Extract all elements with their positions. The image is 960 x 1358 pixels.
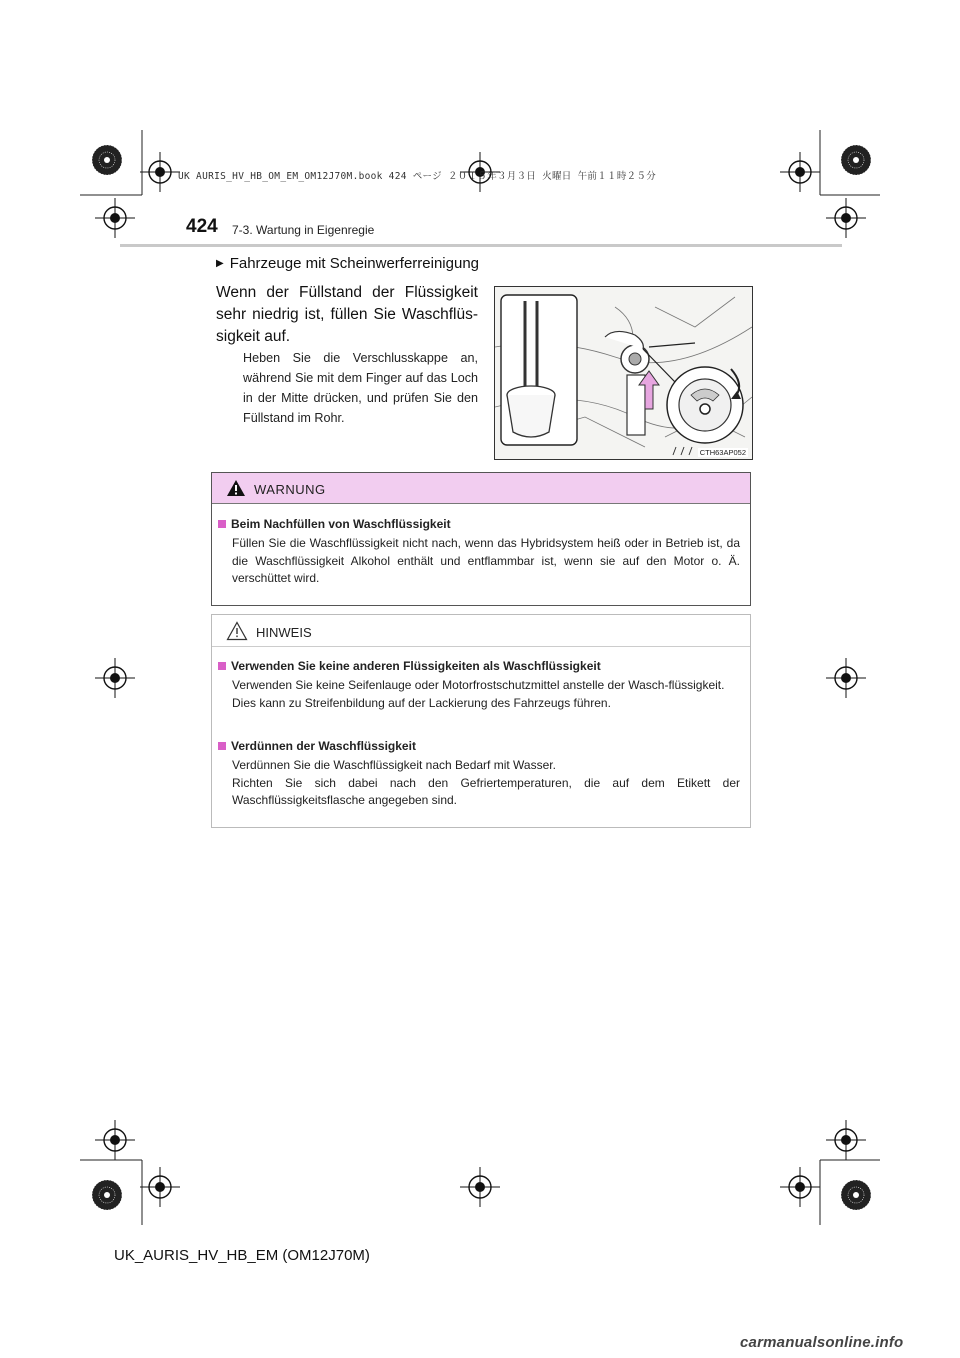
registration-target <box>95 1120 135 1160</box>
header-rule <box>120 244 842 247</box>
washer-reservoir-figure <box>494 286 753 460</box>
square-bullet-icon <box>218 742 226 750</box>
step-paragraph: Heben Sie die Verschlusskappe an, während Sie mit dem Finger auf das Loch in der Mitte drücken, und prüfen Sie den Füllstand im Rohr. <box>243 351 478 425</box>
watermark <box>740 1334 903 1351</box>
registration-target <box>95 198 135 238</box>
notice-item-text: Verdünnen Sie die Waschflüssigkeit nach Bedarf mit Wasser. <box>232 758 556 772</box>
warning-item-text: Füllen Sie die Waschflüssigkeit nicht nach, wenn das Hybridsystem heiß oder in Betrieb ist, da die Waschflüssigkeit Alkohol enthält und entflammbar ist, wenn sie auf den Motor o. Ä. verschüttet wird. <box>232 536 740 585</box>
warning-item-heading-text: Beim Nachfüllen von Waschflüssigkeit <box>231 517 451 531</box>
print-info-line: UK AURIS_HV_HB_OM_EM_OM12J70M.book 424 ページ ２０１５年３月３日 火曜日 午前１１時２５分 <box>178 171 657 182</box>
registration-target <box>826 1120 866 1160</box>
notice-item <box>218 659 740 712</box>
footer-model-code: UK_AURIS_HV_HB_EM (OM12J70M) <box>114 1247 370 1264</box>
warning-item <box>218 517 740 588</box>
watermark-text: carmanualsonline.info <box>740 1334 904 1351</box>
square-bullet-icon <box>218 662 226 670</box>
caution-triangle-outline-icon <box>226 621 248 641</box>
notice-item-heading <box>218 739 740 753</box>
corner-burst-mark <box>841 1180 871 1210</box>
notice-header <box>212 615 750 647</box>
notice-title: HINWEIS <box>256 625 312 640</box>
warning-header <box>212 473 750 504</box>
corner-burst-mark <box>841 145 871 175</box>
registration-target <box>780 1167 820 1207</box>
registration-target <box>460 1167 500 1207</box>
subheading-text: Fahrzeuge mit Scheinwerferreinigung <box>229 255 479 272</box>
warning-item-heading <box>218 517 740 531</box>
corner-burst-mark <box>92 1180 122 1210</box>
registration-target <box>826 658 866 698</box>
warning-title: WARNUNG <box>254 482 326 497</box>
notice-item <box>218 739 740 810</box>
notice-item-text: Richten Sie sich dabei nach den Gefriertemperaturen, die auf dem Etikett der Waschflüssigkeitsflasche angegeben sind. <box>232 775 740 807</box>
corner-burst-mark <box>92 145 122 175</box>
page-number: 424 <box>186 216 218 237</box>
registration-target <box>826 198 866 238</box>
registration-target <box>140 152 180 192</box>
section-title: 7-3. Wartung in Eigenregie <box>232 223 375 237</box>
registration-target <box>780 152 820 192</box>
warning-triangle-icon <box>226 479 246 497</box>
notice-item-heading <box>218 659 740 673</box>
notice-box <box>211 614 751 828</box>
registration-target <box>95 658 135 698</box>
notice-item-text: Verwenden Sie keine Seifenlauge oder Motorfrostschutzmittel anstelle der Wasch-flüssigkeit. <box>232 678 725 692</box>
notice-item-heading-text: Verdünnen der Waschflüssigkeit <box>231 739 416 753</box>
notice-item-heading-text: Verwenden Sie keine anderen Flüssigkeiten als Waschflüssigkeit <box>231 659 601 673</box>
subheading <box>216 255 479 272</box>
washer-reservoir-illustration <box>495 287 752 459</box>
square-bullet-icon <box>218 520 226 528</box>
figure-caption: CTH63AP052 <box>699 448 746 457</box>
intro-paragraph: Wenn der Füllstand der Flüssigkeit sehr niedrig ist, füllen Sie Waschflüs-sigkeit auf. <box>216 284 478 345</box>
notice-item-text: Dies kann zu Streifenbildung auf der Lackierung des Fahrzeugs führen. <box>232 695 611 710</box>
triangle-bullet-icon: ▶ <box>216 258 224 269</box>
registration-target <box>140 1167 180 1207</box>
warning-box <box>211 472 751 606</box>
